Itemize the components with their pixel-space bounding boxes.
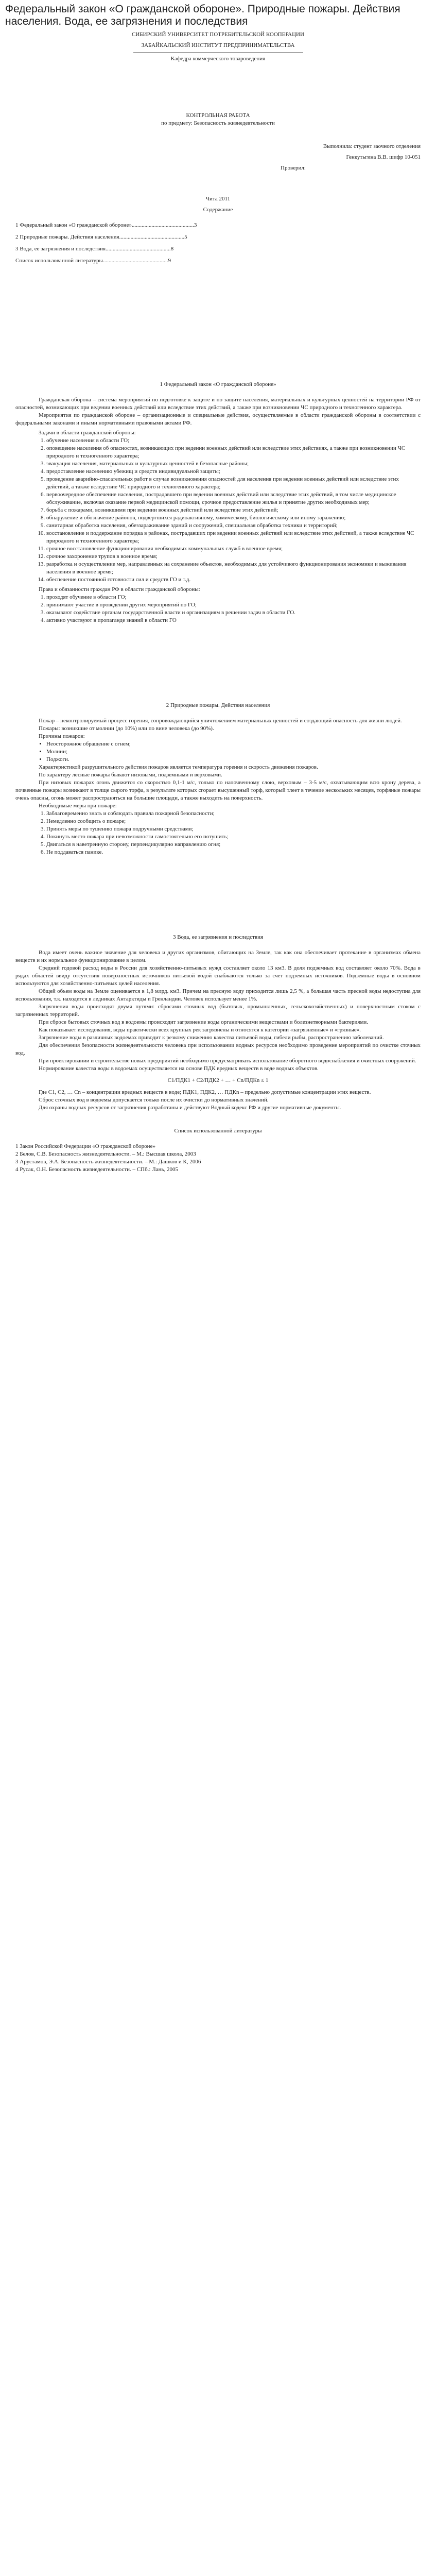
list-item: 2. принимают участие в проведении других мероприятий по ГО; xyxy=(46,601,421,609)
rights-list xyxy=(15,594,421,624)
section-3-paragraph: Сброс сточных вод в водоемы допускается только после их очистки до нормативных значений. xyxy=(39,1097,269,1103)
work-type: КОНТРОЛЬНАЯ РАБОТА xyxy=(186,112,250,118)
list-item: 14. обеспечение постоянной готовности сил и средств ГО и т.д. xyxy=(46,576,421,584)
section-2-heading: 2 Природные пожары. Действия населения xyxy=(166,702,270,708)
toc-item[interactable]: Список использованной литературы..............................................9 xyxy=(15,258,171,264)
list-item: 3. Принять меры по тушению пожара подручными средствами; xyxy=(46,825,421,833)
literature-item: 3 Арустамов, Э.А. Безопасность жизнедеятельности. – М.: Дашков и К, 2006 xyxy=(15,1159,201,1165)
tasks-title: Задачи в области гражданской обороны: xyxy=(39,430,136,436)
section-3-paragraph: Общей объем воды на Земле оценивается в 1,8 млрд. км3. Причем на пресную воду приходится лишь 2,5 %, а большая часть пресной воды недоступна для использования, т.к. находится в ледниках Антарктиды и Гренландии. Человек использует менее 1%. xyxy=(15,988,421,1002)
checked-by: Проверил: xyxy=(281,165,306,171)
section-3-heading: 3 Вода, ее загрязнения и последствия xyxy=(172,934,264,940)
section-3-paragraph: Как показывает исследования, воды практически всех крупных рек загрязнены и относятся к категории «загрязненные» и «грязные». xyxy=(39,1027,361,1033)
causes-title: Причины пожаров: xyxy=(39,733,85,739)
section-2-paragraph: Пожары: возникшие от молнии (до 10%) или по вине человека (до 90%). xyxy=(39,725,214,732)
city-year: Чита 2011 xyxy=(205,196,231,202)
section-2-paragraph: По характеру лесные пожары бывают низовыми, подземными и верховыми. xyxy=(39,772,222,778)
rights-title: Права и обязанности граждан РФ в области гражданской обороны: xyxy=(39,586,200,592)
author-line: Выполнила: студент заочного отделения xyxy=(323,143,421,149)
list-item: 3. оказывают содействие органам государственной власти и организациям в решении задач в области ГО. xyxy=(46,609,421,617)
literature-item: 4 Русак, О.Н. Безопасность жизнедеятельности. – СПб.: Лань, 2005 xyxy=(15,1166,178,1173)
section-3-paragraph: Нормирование качества воды в водоемах осуществляется на основе ПДК вредных веществ в воде водных объектов. xyxy=(39,1065,319,1072)
section-2-paragraph: При низовых пожарах огонь движется со скоростью 0,1-1 м/с, только по напочвенному слою, верховым – 3-5 м/с, охватывающим всю крону дерева, а почвенные пожары возникают в толще сырого торфа, в результате которых сгорает высушенный торф, который тлеет в течение нескольких месяцев, торфяные пожары очень опасны, огонь может распространяться на большие площади, а также выходить на поверхность. xyxy=(15,779,421,801)
document-body xyxy=(0,28,436,1174)
list-item: 5. проведение аварийно-спасательных работ в случае возникновения опасностей для населения при ведении военных действий или вследствие этих действий, а также вследствие ЧС природного и техногенного характера; xyxy=(46,476,421,491)
literature-list xyxy=(15,1143,421,1174)
list-item: 1. проходят обучение в области ГО; xyxy=(46,594,421,601)
section-3-paragraph: Для обеспечения безопасности жизнедеятельности человека при использовании водных ресурсов необходимо проведение мероприятий по очистке сточных вод. xyxy=(15,1042,421,1056)
list-item: • Неосторожное обращение с огнем; xyxy=(46,740,421,748)
toc-title: Содержание xyxy=(203,207,233,213)
section-3-paragraph: Средний годовой расход воды в России для хозяйственно-питьевых нужд составляет около 13 км3. В доля подземных вод составляет около 70%. Вода в рядах областей ввиду отсутствия поверхностных источников питьевой водой снабжаются только за счет подземных источников. Подземные воды в основном используются для хозяйственно-питьевых целей населения. xyxy=(15,965,421,987)
list-item: 1. обучение населения в области ГО; xyxy=(46,437,421,445)
org-line-1: СИБИРСКИЙ УНИВЕРСИТЕТ ПОТРЕБИТЕЛЬСКОЙ КООПЕРАЦИИ xyxy=(132,31,304,38)
list-item: 7. борьба с пожарами, возникшими при ведении военных действий или вследствие этих действий; xyxy=(46,506,421,514)
literature-item: 2 Белов, С.В. Безопасность жизнедеятельности. – М.: Высшая школа, 2003 xyxy=(15,1151,196,1157)
literature-item: 1 Закон Российской Федерации «О гражданской обороне» xyxy=(15,1143,155,1149)
list-item: 4. предоставление населению убежищ и средств индивидуальной защиты; xyxy=(46,468,421,476)
section-1-heading: 1 Федеральный закон «О гражданской обороне» xyxy=(160,381,276,387)
list-item: 1. Заблаговременно знать и соблюдать правила пожарной безопасности; xyxy=(46,810,421,818)
list-item: 6. первоочередное обеспечение населения, пострадавшего при ведении военных действий или вследствие этих действий, в том числе медицинское обслуживание, включая оказание первой медицинской помощи, срочное предоставление жилья и принятие других необходимых мер; xyxy=(46,491,421,506)
work-subject: по предмету: Безопасность жизнедеятельности xyxy=(161,120,275,126)
list-item: 9. санитарная обработка населения, обеззараживание зданий и сооружений, специальная обработка техники и территорий; xyxy=(46,522,421,530)
list-item: 2. оповещение населения об опасностях, возникающих при ведении военных действий или вследствие этих действиях, а также при возникновении ЧС природного и техногенного характера; xyxy=(46,445,421,460)
list-item: 10. восстановление и поддержание порядка в районах, пострадавших при ведении военных действий или вследствие этих действий, а также вследствие ЧС природного и техногенного характера; xyxy=(46,530,421,545)
literature-title: Список использованной литературы xyxy=(174,1128,262,1134)
section-3-paragraph: Где С1, С2, … Сn – концентрации вредных веществ в воде; ПДК1, ПДК2, … ПДКn – предельно допустимые концентрации этих веществ. xyxy=(39,1089,371,1095)
toc-item[interactable]: 3 Вода, ее загрязнения и последствия..............................................8 xyxy=(15,246,174,252)
list-item: 4. активно участвуют в пропаганде знаний в области ГО xyxy=(46,617,421,624)
section-2-paragraph: Характеристикой разрушительного действия пожаров является температура горения и скорость движения пожаров. xyxy=(39,764,318,770)
list-item: 13. разработка и осуществление мер, направленных на сохранение объектов, необходимых для устойчивого функционирования экономики и выживания населения в военное время; xyxy=(46,561,421,576)
rules-title: Необходимые меры при пожаре: xyxy=(39,803,117,809)
tasks-list xyxy=(15,437,421,584)
rules-list xyxy=(15,810,421,856)
pdk-formula: C1/ПДК1 + C2/ПДК2 + … + Cn/ПДКn ≤ 1 xyxy=(167,1077,269,1083)
list-item: 11. срочное восстановление функционирования необходимых коммунальных служб в военное время; xyxy=(46,545,421,553)
list-item: 12. срочное захоронение трупов в военное время; xyxy=(46,553,421,561)
section-3-paragraph: Загрязнения воды происходят двумя путями: сбросами сточных вод (бытовых, промышленных, сельскохозяйственных) и поверхностным стоком с загрязненных территорий. xyxy=(15,1004,421,1018)
section-1-paragraph: Гражданская оборона – система мероприятий по подготовке к защите и по защите населения, материальных и культурных ценностей на территории РФ от опасностей, возникающих при ведении военных действий или вследствие этих действий, а также при возникновении ЧС природного и техногенного характера. xyxy=(15,397,421,411)
causes-list xyxy=(15,740,421,764)
section-1-paragraph: Мероприятия по гражданской обороне – организационные и специальные действия, осуществляемые в области гражданской обороны в соответствии с федеральными законами и иными нормативными правовыми актами РФ. xyxy=(15,412,421,426)
section-3-paragraph: Загрязнение воды в различных водоемах приводит к резкому снижению качества питьевой воды, гибели рыбы, распространению заболеваний. xyxy=(39,1035,384,1041)
toc-item[interactable]: 2 Природные пожары. Действия населения..............................................5 xyxy=(15,234,187,240)
org-line-2: ЗАБАЙКАЛЬСКИЙ ИНСТИТУТ ПРЕДПРИНИМАТЕЛЬСТВА xyxy=(141,42,295,48)
list-item: 3. эвакуация населения, материальных и культурных ценностей в безопасные районы; xyxy=(46,460,421,468)
page xyxy=(0,0,436,1174)
toc-item[interactable]: 1 Федеральный закон «О гражданской обороне»............................................3 xyxy=(15,222,197,228)
list-item: 4. Покинуть место пожара при невозможности самостоятельно его потушить; xyxy=(46,833,421,841)
section-3-paragraph: При сбросе бытовых сточных вод в водоемы происходит загрязнение воды органическими веществами и болезнетворными бактериями. xyxy=(39,1019,369,1025)
list-item: 2. Немедленно сообщить о пожаре; xyxy=(46,818,421,825)
page-title: Федеральный закон «О гражданской обороне». Природные пожары. Действия населения. Вода, ее загрязнения и последствия xyxy=(5,3,400,27)
section-3-paragraph: При проектировании и строительстве новых предприятий необходимо предусматривать использование оборотного водоснабжения и очистных сооружений. xyxy=(39,1058,416,1064)
section-2-paragraph: Пожар – неконтролируемый процесс горения, сопровождающийся уничтожением материальных ценностей и создающий опасность для жизни людей. xyxy=(39,718,402,724)
section-3-paragraph: Для охраны водных ресурсов от загрязнения разработаны и действуют Водный кодекс РФ и другие нормативные документы. xyxy=(39,1105,341,1111)
section-3-paragraph: Вода имеет очень важное значение для человека и других организмов, обитающих на Земле, так как она обеспечивает протекание в организмах обмена веществ и их нормальное функционирование в целом. xyxy=(15,950,421,963)
list-item: 6. Не поддаваться панике. xyxy=(46,849,421,856)
list-item: • Молнии; xyxy=(46,748,421,756)
list-item: 5. Двигаться в наветренную сторону, перпендикулярно направлению огня; xyxy=(46,841,421,849)
list-item: 8. обнаружение и обозначение районов, подвергшихся радиоактивному, химическому, биологическому или иному заражению; xyxy=(46,514,421,522)
list-item: • Поджоги. xyxy=(46,756,421,764)
department: Кафедра коммерческого товароведения xyxy=(170,56,266,62)
author-name: Генкутьгина В.В. шифр 10-051 xyxy=(346,154,421,160)
